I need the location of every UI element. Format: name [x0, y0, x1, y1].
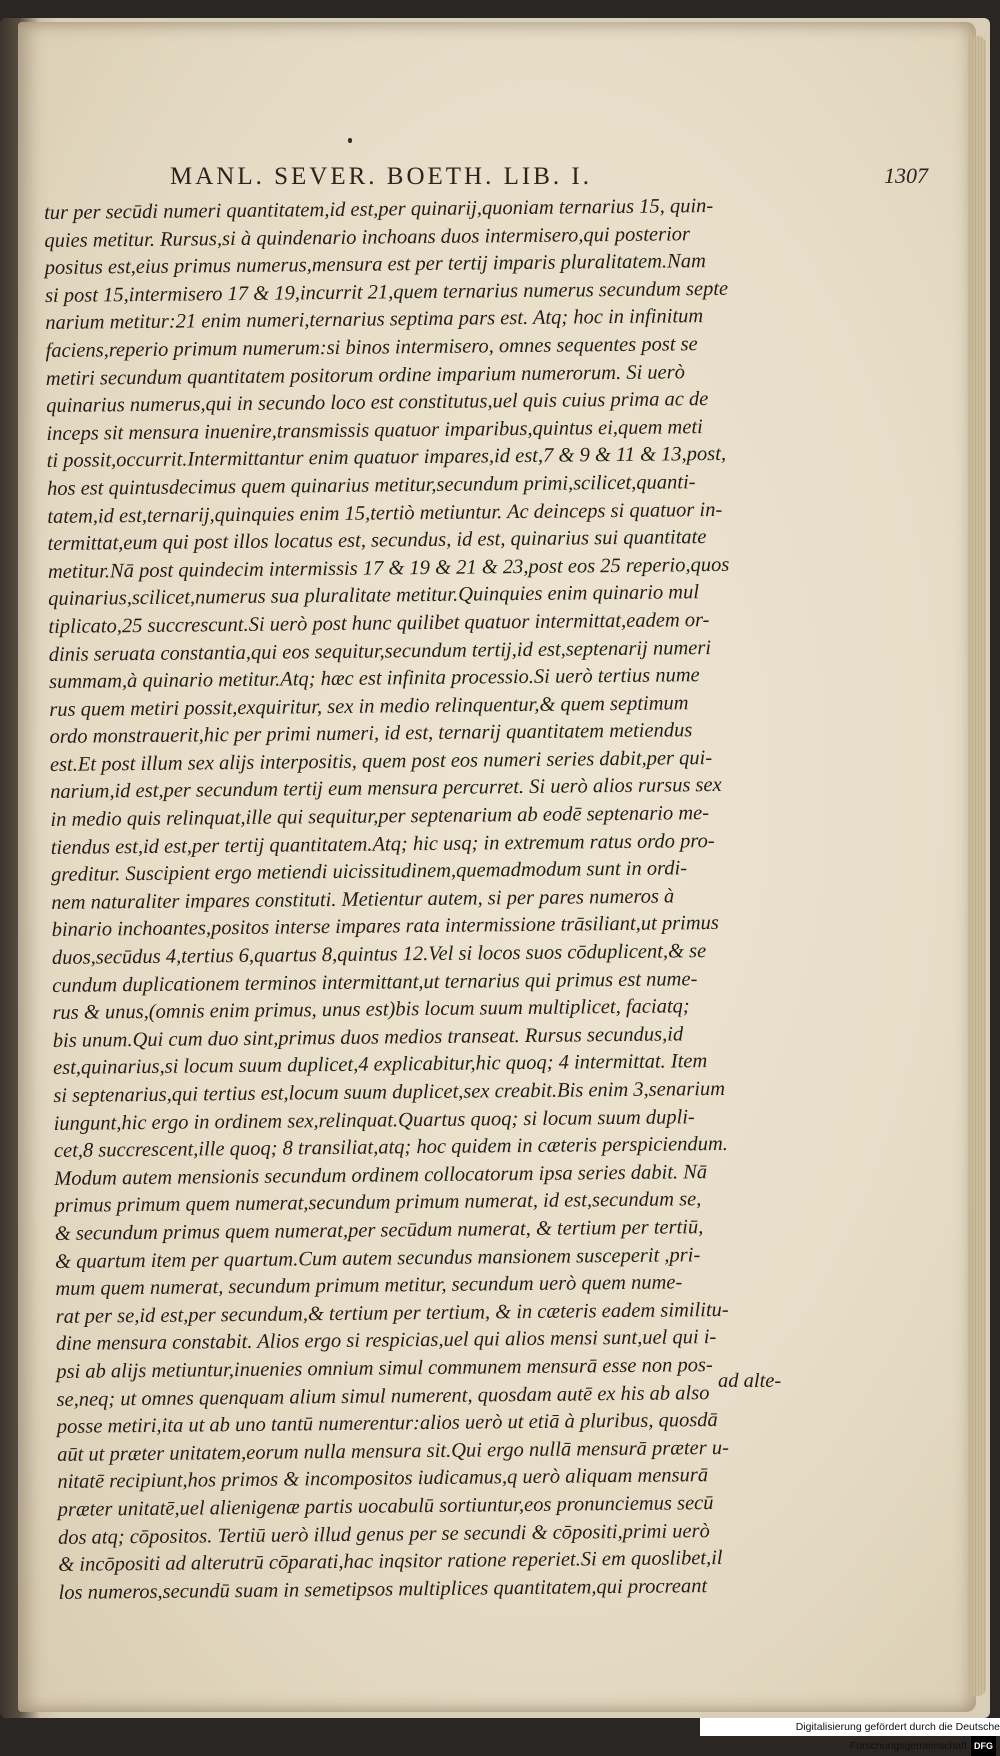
text-line: psi ab alijs metiuntur,inuenies omnium simul communem mensurā esse non pos-	[56, 1353, 713, 1383]
text-line: rat per se,id est,per secundum,& tertium per tertium, & in cæteris eadem similitu-	[55, 1298, 729, 1328]
folio-number: 1307	[884, 163, 928, 188]
text-line: narium,id est,per secundum tertij eum mensura percurret. Si uerò alios rursus sex	[50, 774, 722, 804]
text-line: greditur. Suscipient ergo metiendi uicissitudinem,quemadmodum sunt in ordi-	[50, 857, 688, 887]
text-line: quies metitur. Rursus,si à quindenario inchoans duos intermisero,qui posterior	[44, 222, 691, 252]
text-line: primus primum quem numerat,secundum primum numerat, id est,secundum se,	[54, 1188, 702, 1218]
text-line: quinarius numerus,qui in secundo loco est constitutus,uel quis cuius prima ac de	[46, 388, 709, 418]
dfg-logo: DFG	[971, 1736, 996, 1756]
text-line: se,neq; ut omnes quenquam alium simul numerent, quosdam autē ex his ab also	[56, 1381, 710, 1411]
text-line: narium metitur:21 enim numeri,ternarius septima pars est. Atq; hoc in infinitum	[45, 305, 704, 335]
text-line: summam,à quinario metitur.Atq; hæc est infinita processio.Si uerò tertius nume	[48, 664, 700, 694]
text-line: duos,secūdus 4,tertius 6,quartus 8,quintus 12.Vel si locos suos cōduplicent,& se	[51, 940, 707, 969]
footer-text: Digitalisierung gefördert durch die Deutsche Forschungsgemeinschaft	[795, 1721, 1000, 1752]
text-line: inceps sit mensura inuenire,transmissis quatuor imparibus,quintus ei,quem meti	[46, 415, 703, 445]
text-line: dos atq; cōpositos. Tertiū uerò illud genus per se secundi & cōpositi,primi uerò	[57, 1519, 710, 1549]
catchword: ad alte-	[718, 1370, 782, 1392]
text-line: & incōpositi ad alterutrū cōparati,hac inqsitor ratione reperiet.Si em quoslibet,il	[58, 1547, 723, 1577]
text-line: metitur.Nā post quindecim intermissis 17 & 19 & 21 & 23,post eos 25 reperio,quos	[47, 553, 730, 583]
text-line: rus quem metiri possit,exquiritur, sex in medio relinquentur,& quem septimum	[49, 691, 689, 721]
text-line: aūt ut præter unitatem,eorum nulla mensura sit.Qui ergo nullā mensurā præter u-	[57, 1436, 729, 1466]
text-line: præter unitatē,uel alienigenæ partis uocabulū sortiuntur,eos pronunciemus secū	[57, 1491, 714, 1521]
text-line: ti possit,occurrit.Intermittantur enim quatuor impares,id est,7 & 9 & 11 & 13,post,	[46, 443, 727, 473]
text-line: termittat,eum qui post illos locatus est, secundus, id est, quinarius sui quantitate	[47, 526, 707, 556]
text-line: binario inchoantes,positos interse impares rata intermissione trāsiliant,ut primus	[51, 912, 719, 942]
text-line: tur per secūdi numeri quantitatem,id est,per quinarij,quoniam ternarius 15, quin-	[44, 194, 714, 224]
text-line: faciens,reperio primum numerum:si binos intermisero, omnes sequentes post se	[45, 333, 698, 362]
text-line: iungunt,hic ergo in ordinem sex,relinquat.Quartus quoq; si locum suum dupli-	[53, 1105, 695, 1135]
text-line: positus est,eius primus numerus,mensura est per tertij imparis pluralitatem.Nam	[44, 250, 706, 280]
text-line: ordo monstrauerit,hic per primi numeri, id est, ternarij quantitatem metiendus	[49, 719, 693, 749]
text-line: los numeros,secundū suam in semetipsos multiplices quantitatem,qui procreant	[58, 1574, 708, 1604]
text-line: cet,8 succrescent,ille quoq; 8 transiliat,atq; hoc quidem in cæteris perspiciendum.	[53, 1133, 728, 1163]
text-line: tiplicato,25 succrescunt.Si uerò post hunc quilibet quatuor intermittat,eadem or-	[48, 608, 710, 638]
digitization-footer	[700, 1718, 1000, 1752]
text-line: in medio quis relinquat,ille qui sequitur,per septenarium ab eodē septenario me-	[50, 802, 710, 832]
text-line: posse metiri,ita ut ab uno tantū numerentur:alios uerò ut etiā à pluribus, quosdā	[56, 1409, 718, 1439]
body-text	[44, 192, 789, 1607]
text-line: rus & unus,(omnis enim primus, unus est)bis locum suum multiplicet, faciatq;	[52, 995, 690, 1025]
ink-mark	[348, 138, 352, 143]
text-line: nem naturaliter impares constituti. Metientur autem, si per pares numeros à	[51, 885, 675, 914]
text-line: nitatē recipiunt,hos primos & incompositos iudicamus,q uerò aliquam mensurā	[57, 1464, 709, 1494]
text-line: tatem,id est,ternarij,quinquies enim 15,tertiò metiuntur. Ac deinceps si quatuor in-	[47, 498, 723, 528]
text-line: & quartum item per quartum.Cum autem secundus mansionem susceperit ,pri-	[55, 1243, 701, 1273]
text-line: quinarius,scilicet,numerus sua pluralitate metitur.Quinquies enim quinario mul	[48, 581, 700, 611]
text-line: dinis seruata constantia,qui eos sequitur,secundum tertij,id est,septenarij numeri	[48, 636, 712, 666]
text-line: si post 15,intermisero 17 & 19,incurrit 21,quem ternarius numerus secundum septe	[44, 277, 729, 307]
text-line: dine mensura constabit. Alios ergo si respicias,uel qui alios mensi sunt,uel qui i-	[55, 1326, 717, 1356]
text-line: est.Et post illum sex alijs interpositis, quem post eos numeri series dabit,per qui-	[49, 746, 713, 776]
text-line: & secundum primus quem numerat,per secūdum numerat, & tertium per tertiū,	[54, 1216, 704, 1245]
text-line: mum quem numerat, secundum primum metitur, secundum uerò quem nume-	[55, 1271, 683, 1301]
text-line: metiri secundum quantitatem positorum ordine imparium numerorum. Si uerò	[45, 360, 686, 390]
text-line: si septenarius,qui tertius est,locum suum duplicet,sex creabit.Bis enim 3,senarium	[53, 1077, 726, 1107]
text-line: cundum duplicationem terminos intermittant,ut ternarius qui primus est nume-	[52, 967, 698, 997]
text-line: tiendus est,id est,per tertij quantitatem.Atq; hic usq; in extremum ratus ordo pro-	[50, 829, 715, 859]
text-line: est,quinarius,si locum suum duplicet,4 explicabitur,hic quoq; 4 intermittat. Item	[52, 1050, 708, 1080]
text-line: Modum autem mensionis secundum ordinem collocatorum ipsa series dabit. Nā	[54, 1160, 708, 1190]
text-line: hos est quintusdecimus quem quinarius metitur,secundum primi,scilicet,quanti-	[46, 471, 696, 500]
page-fore-edge	[968, 36, 986, 1696]
text-line: bis unum.Qui cum duo sint,primus duos medios transeat. Rursus secundus,id	[52, 1023, 684, 1052]
running-head: MANL. SEVER. BOETH. LIB. I.	[170, 163, 592, 190]
